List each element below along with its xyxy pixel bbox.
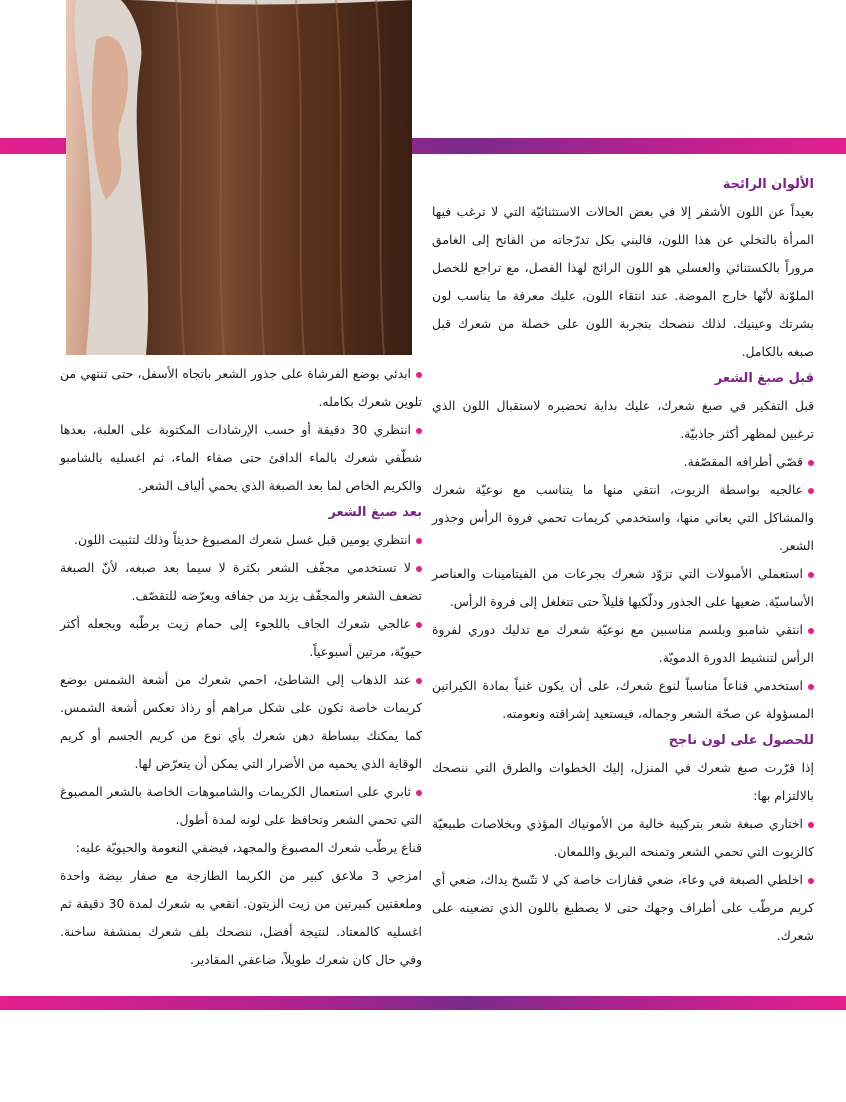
section-title-successful-color: للحصول على لون ناجح (668, 733, 814, 748)
section-title-before-dyeing: قبل صبغ الشعر (714, 371, 814, 386)
mask-intro: قناع يرطّب شعرك المصبوغ والمجهد، فيضفي النعومة والحيويّة عليه: (75, 840, 422, 855)
section-title-trending-colors: الألوان الرائجة (722, 177, 814, 192)
bullet-icon (808, 488, 814, 494)
decorative-band-bottom (0, 996, 846, 1010)
bullet-icon (416, 622, 422, 628)
list-item: اخلطي الصبغة في وعاء، ضعي قفازات خاصة كي لا تتّسخ يداك، ضعي أي كريم مرطّب على أطراف وجهك حتى لا يصطبغ باللون الذي تضعينه على شعرك. (432, 872, 814, 943)
left-column (60, 360, 422, 974)
list-item: اختاري صبغة شعر بتركيبة خالية من الأمونياك المؤذي وبخلاصات طبيعيّة كالزيوت التي تحمي الشعر وتمنحه البريق واللمعان. (432, 816, 814, 859)
list-item: لا تستخدمي مجفّف الشعر بكثرة لا سيما بعد صبغه، لأنّ الصبغة تضعف الشعر والمجفّف يزيد من جفافه ويعرّضه للتقصّف. (60, 560, 422, 603)
right-column (432, 172, 814, 950)
bullet-icon (808, 684, 814, 690)
section-title-after-dyeing: بعد صبغ الشعر (328, 505, 422, 520)
list-item: عالجي شعرك الجاف باللجوء إلى حمام زيت يرطّبه ويجعله أكثر حيويّة، مرتين أسبوعياً. (60, 616, 422, 659)
before-dyeing-intro: قبل التفكير في صبغ شعرك، عليك بداية تحضيره لاستقبال اللون الذي ترغبين لمظهر أكثر جاذبيّة. (432, 398, 814, 441)
bullet-icon (416, 790, 422, 796)
bullet-icon (808, 822, 814, 828)
list-item: انتقي شامبو وبلسم مناسبين مع نوعيّة شعرك مع تدليك دوري لفروة الرأس لتنشيط الدورة الدمويّة. (432, 622, 814, 665)
bullet-icon (808, 628, 814, 634)
list-item: استخدمي قناعاً مناسباً لنوع شعرك، على أن يكون غنياً بمادة الكيراتين المسؤولة عن صحّة الشعر وجماله، فيستعيد إشراقته ونعومته. (432, 678, 814, 721)
bullet-icon (808, 460, 814, 466)
bullet-icon (416, 678, 422, 684)
mask-recipe: امزجي 3 ملاعق كبير من الكريما الطازجة مع صفار بيضة واحدة وملعقتين كبيرتين من زيت الزيتون. انقعي به شعرك لمدة 30 دقيقة ثم اغسليه كالمعتاد. لنتيجة أفضل، ننصحك بلف شعرك بمنشفة ساخنة. وفي حال كان شعرك طويلاً، ضاعفي المقادير. (60, 868, 422, 967)
list-item: ثابري على استعمال الكريمات والشامبوهات الخاصة بالشعر المصبوغ التي تحمي الشعر وتحافظ على لونه لمدة أطول. (60, 784, 422, 827)
bullet-icon (416, 538, 422, 544)
list-item: عند الذهاب إلى الشاطئ، احمي شعرك من أشعة الشمس بوضع كريمات خاصة تكون على شكل مراهم أو رذاذ تعكس أشعة الشمس. كما يمكنك ببساطة دهن شعرك بأي نوع من كريم الجسم أو كريم الوقاية الذي يحميه من الأضرار التي يمكن أن يتعرّض لها. (60, 672, 422, 771)
list-item: استعملي الأمبولات التي تزوّد شعرك بجرعات من الفيتامينات والعناصر الأساسيّة. ضعيها على الجذور ودلّكيها قليلاً حتى تتغلغل إلى فروة الرأس. (432, 566, 814, 609)
bullet-icon (808, 572, 814, 578)
successful-color-intro: إذا قرّرت صبغ شعرك في المنزل، إليك الخطوات والطرق التي ننصحك بالالتزام بها: (432, 760, 814, 803)
list-item: ابدئي بوضع الفرشاة على جذور الشعر باتجاه الأسفل، حتى تنتهي من تلوين شعرك بكامله. (60, 366, 422, 409)
list-item: انتظري يومين قبل غسل شعرك المصبوغ حديثاً وذلك لتثبيت اللون. (60, 526, 422, 554)
list-item: انتظري 30 دقيقة أو حسب الإرشادات المكتوبة على العلبة، بعدها شطّفي شعرك بالماء الدافئ حتى صفاء الماء، ثم اغسليه بالشامبو والكريم الخاص لما بعد الصبغة الذي يحمي ألياف الشعر. (60, 422, 422, 493)
list-item: عالجيه بواسطة الزيوت، انتقي منها ما يتناسب مع نوعيّة شعرك والمشاكل التي يعاني منها، واستخدمي كريمات تحمي فروة الرأس وجذور الشعر. (432, 482, 814, 553)
bullet-icon (416, 372, 422, 378)
woman-long-hair-photo (66, 0, 412, 355)
bullet-icon (416, 566, 422, 572)
list-item: قصّي أطرافه المقصّفة. (432, 448, 814, 476)
trending-colors-text: بعيداً عن اللون الأشقر إلا في بعض الحالات الاستثنائيّة التي لا ترغب فيها المرأة بالتخلي عن هذا اللون، فالبني بكل تدرّجاته من الفاتح إلى الغامق مروراً بالكستنائي والعسلي هو اللون الرائج لهذا الفصل، مع تراجع للخصل الملوّنة لأنّها خارج الموضة. عند انتقاء اللون، عليك معرفة ما يناسب لون بشرتك وعينيك. لذلك ننصحك بتجربة اللون على خصلة من شعرك قبل صبغه بالكامل. (432, 204, 814, 359)
bullet-icon (808, 878, 814, 884)
bullet-icon (416, 428, 422, 434)
